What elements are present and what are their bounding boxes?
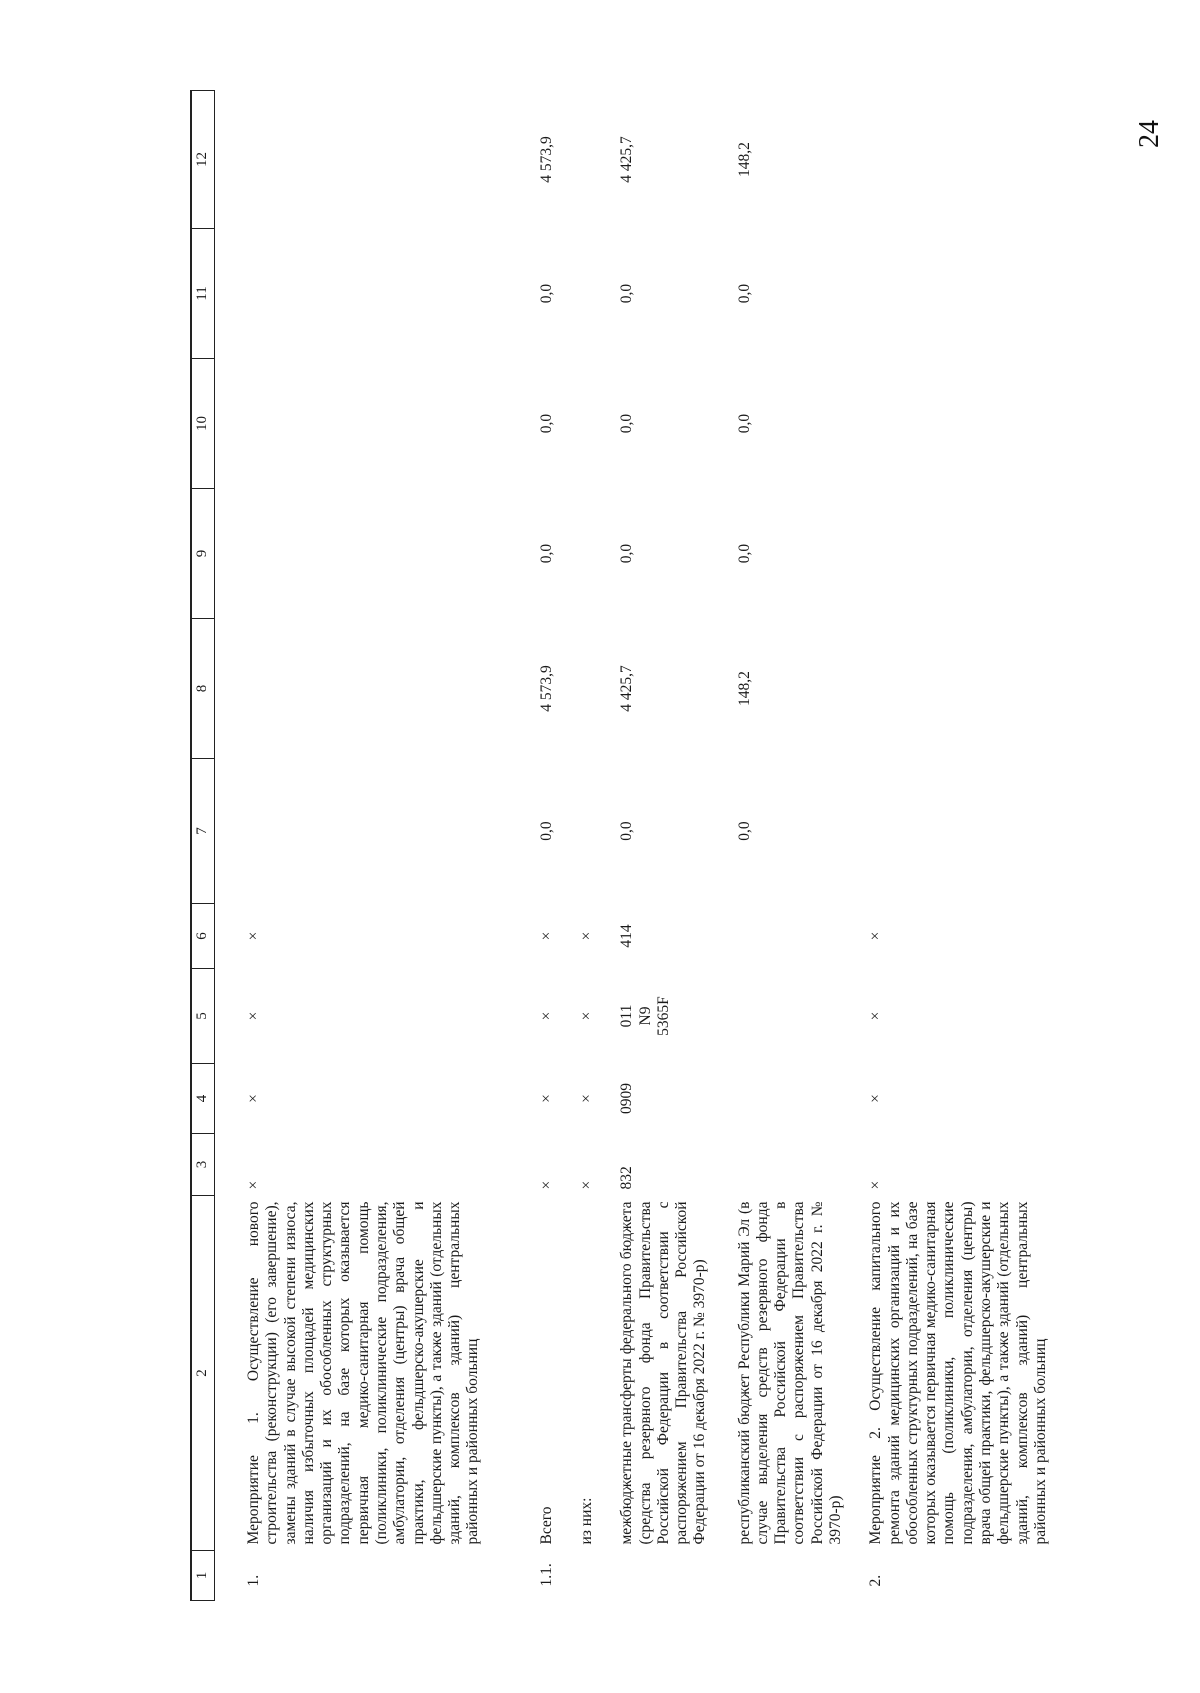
cell: × <box>245 1180 262 1190</box>
cell: 4 425,7 <box>618 665 636 712</box>
row-number: 2. <box>867 1574 885 1587</box>
row-description: Мероприятие 1. Осуществление нового строительства (реконструкции) (его завершение), замены зданий в случае высокой степени износа, наличия избыточных площадей медицинских организаций и их обособленных структурных подразделений, на базе которых оказывается первичная медико-санитарная помощь (поликлиники, поликлинические подразделения, амбулатории, отделения (центры) врача общей практики, фельдшерско-акушерские и фельдшерские пункты), а также зданий (отдельных зданий, комплексов зданий) центральных районных и районных больниц <box>245 1201 482 1545</box>
cell <box>867 359 1050 489</box>
cell: 4 573,9 <box>537 136 555 183</box>
row-description: Мероприятие 2. Осуществление капитального ремонта зданий медицинских организаций и их обособленных структурных подразделений, на базе которых оказывается первичная медико-санитарная помощь (поликлиники, поликлинические подразделения, амбулатории, отделения (центры) врача общей практики, фельдшерско-акушерские и фельдшерские пункты), а также зданий (отдельных зданий, комплексов зданий) центральных районных и районных больниц <box>867 1201 1049 1545</box>
row-number: 1. <box>245 1574 262 1587</box>
cell: × <box>537 1180 555 1190</box>
cell: × <box>577 1180 595 1190</box>
cell: 0,0 <box>537 821 555 841</box>
table-row <box>736 91 846 1601</box>
row-number: 1.1. <box>537 1563 555 1587</box>
cell: × <box>577 931 595 941</box>
table-row <box>578 91 596 1601</box>
cell: 4 573,9 <box>537 665 555 712</box>
cell: 148,2 <box>735 142 753 177</box>
cell <box>245 229 483 359</box>
cell <box>867 489 1050 619</box>
cell: 0,0 <box>735 283 753 304</box>
cell: × <box>867 1094 885 1103</box>
column-header: 8 <box>191 619 215 759</box>
cell: × <box>245 1011 262 1021</box>
column-header: 12 <box>191 91 215 229</box>
cell <box>867 759 1050 904</box>
cell <box>867 619 1050 759</box>
cell: 0,0 <box>618 283 636 304</box>
cell <box>867 229 1050 359</box>
code-line: 5365F <box>654 996 672 1036</box>
cell: 0,0 <box>735 543 753 564</box>
cell <box>245 359 483 489</box>
cell: × <box>245 1094 262 1103</box>
cell: × <box>537 1094 555 1103</box>
cell <box>736 904 846 969</box>
cell: × <box>537 931 555 941</box>
cell-code <box>618 969 709 1064</box>
cell <box>578 489 596 619</box>
cell <box>578 359 596 489</box>
column-number-row <box>191 91 215 1601</box>
cell: 0909 <box>618 1083 636 1114</box>
cell: × <box>867 931 885 941</box>
cell <box>245 759 483 904</box>
page-number: 24 <box>1134 120 1165 148</box>
cell: × <box>245 931 262 941</box>
cell: 0,0 <box>618 413 636 434</box>
column-header: 9 <box>191 489 215 619</box>
cell: 0,0 <box>537 543 555 564</box>
column-header: 6 <box>191 904 215 969</box>
cell: 0,0 <box>537 283 555 304</box>
column-header: 5 <box>191 969 215 1064</box>
cell: 148,2 <box>735 671 753 706</box>
column-header: 7 <box>191 759 215 904</box>
row-description: республиканский бюджет Республики Марий Эл (в случае выделения средств резервного фонда Правительства Российской Федерации в соответствии с распоряжением Правительства Российской Федерации от 16 декабря 2022 г. № 3970-р) <box>735 1201 845 1545</box>
cell <box>736 1064 846 1134</box>
cell <box>578 91 596 229</box>
budget-table <box>190 90 1050 1601</box>
row-description: из них: <box>577 1497 595 1545</box>
row-description: межбюджетные трансферты федерального бюджета (средства резервного фонда Правительства Российской Федерации в соответствии с распоряжением Правительства Российской Федерации от 16 декабря 2022 г. № 3970-р) <box>618 1201 709 1545</box>
cell: × <box>577 1011 595 1021</box>
row-number <box>736 1551 846 1601</box>
cell: × <box>537 1011 555 1021</box>
cell: 0,0 <box>735 821 753 841</box>
cell: 0,0 <box>618 543 636 564</box>
cell <box>245 489 483 619</box>
cell <box>245 91 483 229</box>
cell: 414 <box>618 924 636 948</box>
code-line: 011 <box>618 1004 636 1028</box>
column-header: 1 <box>191 1551 215 1601</box>
cell <box>578 619 596 759</box>
table-row <box>618 91 709 1601</box>
table-row <box>245 91 483 1601</box>
cell <box>578 229 596 359</box>
row-number <box>618 1551 709 1601</box>
cell: 0,0 <box>618 821 636 841</box>
cell <box>245 619 483 759</box>
column-header: 2 <box>191 1196 215 1551</box>
cell: 0,0 <box>537 413 555 434</box>
code-line: N9 <box>636 1006 654 1026</box>
cell: 4 425,7 <box>618 136 636 183</box>
table-row <box>538 91 556 1601</box>
cell <box>867 91 1050 229</box>
cell <box>736 969 846 1064</box>
column-header: 4 <box>191 1064 215 1134</box>
cell: × <box>867 1180 885 1190</box>
cell: × <box>577 1094 595 1103</box>
cell: 0,0 <box>735 413 753 434</box>
cell <box>578 759 596 904</box>
column-header: 3 <box>191 1134 215 1196</box>
cell <box>736 1134 846 1196</box>
row-description: Всего <box>537 1506 555 1545</box>
row-number <box>578 1551 596 1601</box>
column-header: 11 <box>191 229 215 359</box>
cell: 832 <box>618 1166 636 1190</box>
cell: × <box>867 1011 885 1021</box>
column-header: 10 <box>191 359 215 489</box>
table-row <box>867 91 1050 1601</box>
